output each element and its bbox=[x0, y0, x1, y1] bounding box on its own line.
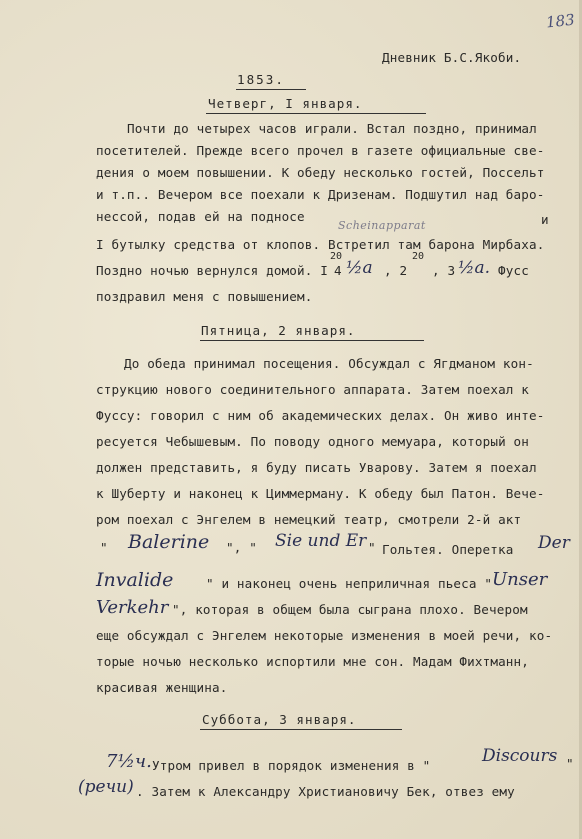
entry-heading: Пятница, 2 января. bbox=[201, 323, 356, 338]
score-value: , 2 bbox=[384, 263, 408, 278]
handwritten-title: Sie und Er bbox=[275, 531, 367, 551]
handwritten-score: ½a bbox=[346, 258, 373, 278]
entry-line: ", которая в общем была сыграна плохо. Вечером bbox=[172, 602, 528, 617]
quote-mark: " bbox=[368, 540, 376, 555]
entry-line: " и наконец очень неприличная пьеса " bbox=[206, 576, 493, 591]
page-number: 183 bbox=[545, 10, 576, 32]
handwritten-word: Unser bbox=[492, 569, 548, 590]
entry-word: Фусс bbox=[498, 263, 529, 278]
entry-line: еще обсуждал с Энгелем некоторые изменения в моей речи, ко- bbox=[96, 628, 553, 643]
quote-mark: ", " bbox=[226, 540, 257, 555]
year-heading: 1853. bbox=[237, 72, 285, 87]
entry-line: посетителей. Прежде всего прочел в газете официальные све- bbox=[96, 143, 545, 158]
handwritten-scheinapparat: Scheinapparat bbox=[338, 219, 426, 232]
score-value: , 3 bbox=[432, 263, 456, 278]
entry-line: к Шуберту и наконец к Циммерману. К обеду был Патон. Вече- bbox=[96, 486, 545, 501]
handwritten-time: 7½ч. bbox=[106, 751, 152, 772]
heading-underline bbox=[200, 340, 424, 341]
entry-word: и bbox=[541, 212, 549, 227]
heading-underline bbox=[206, 113, 426, 114]
handwritten-score: ½a. bbox=[458, 258, 491, 278]
handwritten-word: Verkehr bbox=[96, 597, 169, 618]
entry-heading: Четверг, I января. bbox=[208, 96, 363, 111]
entry-line: красивая женщина. bbox=[96, 680, 228, 695]
entry-line: . Затем к Александру Христиановичу Бек, отвез ему bbox=[136, 784, 515, 799]
handwritten-word: (речи) bbox=[78, 777, 134, 797]
entry-line: Фуссу: говорил с ним об академических делах. Он живо инте- bbox=[96, 408, 545, 423]
handwritten-word: Discours bbox=[482, 746, 558, 766]
year-underline bbox=[236, 89, 306, 90]
entry-line: поздравил меня с повышением. bbox=[96, 289, 313, 304]
entry-line: должен представить, я буду писать Уварову. Затем я поехал bbox=[96, 460, 537, 475]
handwritten-word: Der bbox=[538, 533, 570, 553]
entry-line: струкцию нового соединительного аппарата. Затем поехал к bbox=[96, 382, 529, 397]
entry-line: и т.п.. Вечером все поехали к Дризенам. Подшутил над баро- bbox=[96, 187, 545, 202]
entry-line: I бутылку средства от клопов. Встретил там барона Мирбаха. bbox=[96, 237, 545, 252]
entry-heading: Суббота, 3 января. bbox=[202, 712, 357, 727]
entry-line: ром поехал с Энгелем в немецкий театр, смотрели 2-й акт bbox=[96, 512, 522, 527]
quote-mark: " bbox=[566, 756, 574, 771]
superscript-value: 20 bbox=[330, 251, 343, 262]
document-title: Дневник Б.С.Якоби. bbox=[382, 50, 522, 65]
entry-line: ресуется Чебышевым. По поводу одного мемуара, который он bbox=[96, 434, 529, 449]
score-value: 4 bbox=[334, 263, 342, 278]
handwritten-word: Invalide bbox=[96, 569, 174, 591]
entry-line: Почти до четырех часов играли. Встал поздно, принимал bbox=[127, 121, 537, 136]
superscript-value: 20 bbox=[412, 251, 425, 262]
entry-line: До обеда принимал посещения. Обсуждал с Ягдманом кон- bbox=[124, 356, 534, 371]
entry-line: Гольтея. Оперетка bbox=[382, 542, 514, 557]
heading-underline bbox=[200, 729, 402, 730]
entry-line: Поздно ночью вернулся домой. I bbox=[96, 263, 328, 278]
entry-line: дения о моем повышении. К обеду несколько гостей, Поссельт bbox=[96, 165, 545, 180]
entry-line: нессой, подав ей на подносе bbox=[96, 209, 305, 224]
quote-mark: " bbox=[100, 540, 108, 555]
entry-line: Утром привел в порядок изменения в " bbox=[152, 758, 431, 773]
entry-line: торые ночью несколько испортили мне сон. Мадам Фихтманн, bbox=[96, 654, 529, 669]
handwritten-title: Balerine bbox=[128, 531, 210, 553]
